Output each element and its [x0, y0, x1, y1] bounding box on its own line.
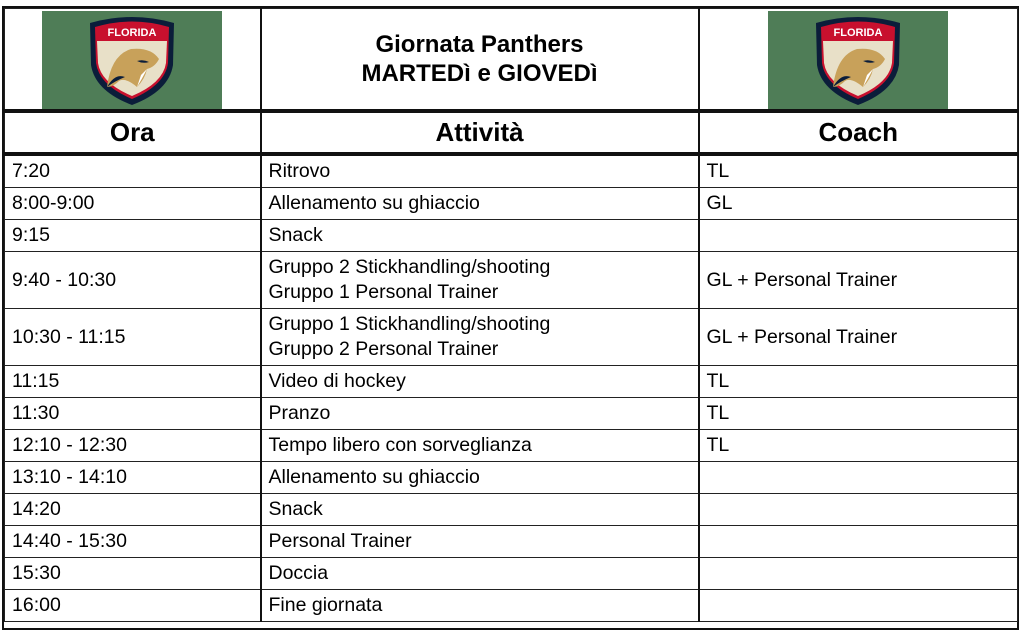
activity-line: Ritrovo — [268, 160, 331, 182]
svg-text:FLORIDA: FLORIDA — [107, 26, 157, 39]
activity-line: Personal Trainer — [268, 530, 412, 552]
activity-cell — [261, 526, 699, 558]
coach-cell: GL — [699, 188, 1018, 220]
time-cell: 11:30 — [5, 398, 261, 430]
coach-cell: GL + Personal Trainer — [699, 309, 1018, 366]
activity-cell — [261, 558, 699, 590]
page-title — [261, 9, 699, 112]
schedule-sheet — [2, 6, 1019, 630]
svg-text:FLORIDA: FLORIDA — [833, 26, 883, 39]
column-header-activity: Attività — [261, 111, 699, 154]
activity-line: Allenamento su ghiaccio — [268, 192, 480, 214]
panthers-logo-icon — [85, 15, 179, 107]
table-row — [5, 494, 1018, 526]
time-cell: 7:20 — [5, 154, 261, 188]
activity-cell — [261, 462, 699, 494]
time-cell: 9:15 — [5, 220, 261, 252]
activity-line: Snack — [268, 498, 323, 520]
coach-cell: TL — [699, 398, 1018, 430]
coach-cell — [699, 220, 1018, 252]
activity-line: Pranzo — [268, 402, 331, 424]
activity-line: Gruppo 1 Stickhandling/shooting — [268, 313, 551, 335]
right-logo — [768, 11, 948, 109]
activity-cell — [261, 590, 699, 622]
activity-line: Gruppo 2 Personal Trainer — [268, 338, 499, 360]
activity-line: Video di hockey — [268, 370, 406, 392]
header-row — [5, 9, 1018, 112]
time-cell: 10:30 - 11:15 — [5, 309, 261, 366]
activity-line: Gruppo 2 Stickhandling/shooting — [268, 256, 551, 278]
table-row — [5, 309, 1018, 366]
activity-line: Fine giornata — [268, 594, 383, 616]
table-row — [5, 590, 1018, 622]
left-logo-cell — [5, 9, 261, 112]
table-row — [5, 366, 1018, 398]
time-cell: 9:40 - 10:30 — [5, 252, 261, 309]
table-row — [5, 398, 1018, 430]
activity-cell — [261, 188, 699, 220]
coach-cell — [699, 494, 1018, 526]
time-cell: 14:40 - 15:30 — [5, 526, 261, 558]
title-line-1: Giornata Panthers — [375, 31, 584, 58]
activity-line: Tempo libero con sorveglianza — [268, 434, 532, 456]
table-row — [5, 188, 1018, 220]
coach-cell: TL — [699, 154, 1018, 188]
table-row — [5, 462, 1018, 494]
coach-cell: TL — [699, 366, 1018, 398]
right-logo-cell — [699, 9, 1018, 112]
activity-cell — [261, 398, 699, 430]
coach-cell — [699, 526, 1018, 558]
table-row — [5, 430, 1018, 462]
time-cell: 11:15 — [5, 366, 261, 398]
activity-cell — [261, 366, 699, 398]
activity-cell — [261, 252, 699, 309]
activity-line: Doccia — [268, 562, 329, 584]
activity-cell — [261, 309, 699, 366]
table-row — [5, 154, 1018, 188]
activity-line: Snack — [268, 224, 323, 246]
coach-cell — [699, 590, 1018, 622]
column-header-coach: Coach — [699, 111, 1018, 154]
coach-cell — [699, 462, 1018, 494]
activity-line: Allenamento su ghiaccio — [268, 466, 480, 488]
time-cell: 14:20 — [5, 494, 261, 526]
schedule-table — [4, 8, 1018, 622]
activity-cell — [261, 494, 699, 526]
table-row — [5, 220, 1018, 252]
activity-cell — [261, 220, 699, 252]
activity-cell — [261, 430, 699, 462]
activity-cell — [261, 154, 699, 188]
title-line-2: MARTEDì e GIOVEDì — [361, 60, 598, 87]
time-cell: 8:00-9:00 — [5, 188, 261, 220]
time-cell: 13:10 - 14:10 — [5, 462, 261, 494]
column-header-time: Ora — [5, 111, 261, 154]
coach-cell: TL — [699, 430, 1018, 462]
activity-line: Gruppo 1 Personal Trainer — [268, 281, 499, 303]
table-row — [5, 558, 1018, 590]
coach-cell — [699, 558, 1018, 590]
panthers-logo-icon — [811, 15, 905, 107]
time-cell: 15:30 — [5, 558, 261, 590]
coach-cell: GL + Personal Trainer — [699, 252, 1018, 309]
table-row — [5, 526, 1018, 558]
left-logo — [42, 11, 222, 109]
table-row — [5, 252, 1018, 309]
time-cell: 12:10 - 12:30 — [5, 430, 261, 462]
time-cell: 16:00 — [5, 590, 261, 622]
column-header-row — [5, 111, 1018, 154]
